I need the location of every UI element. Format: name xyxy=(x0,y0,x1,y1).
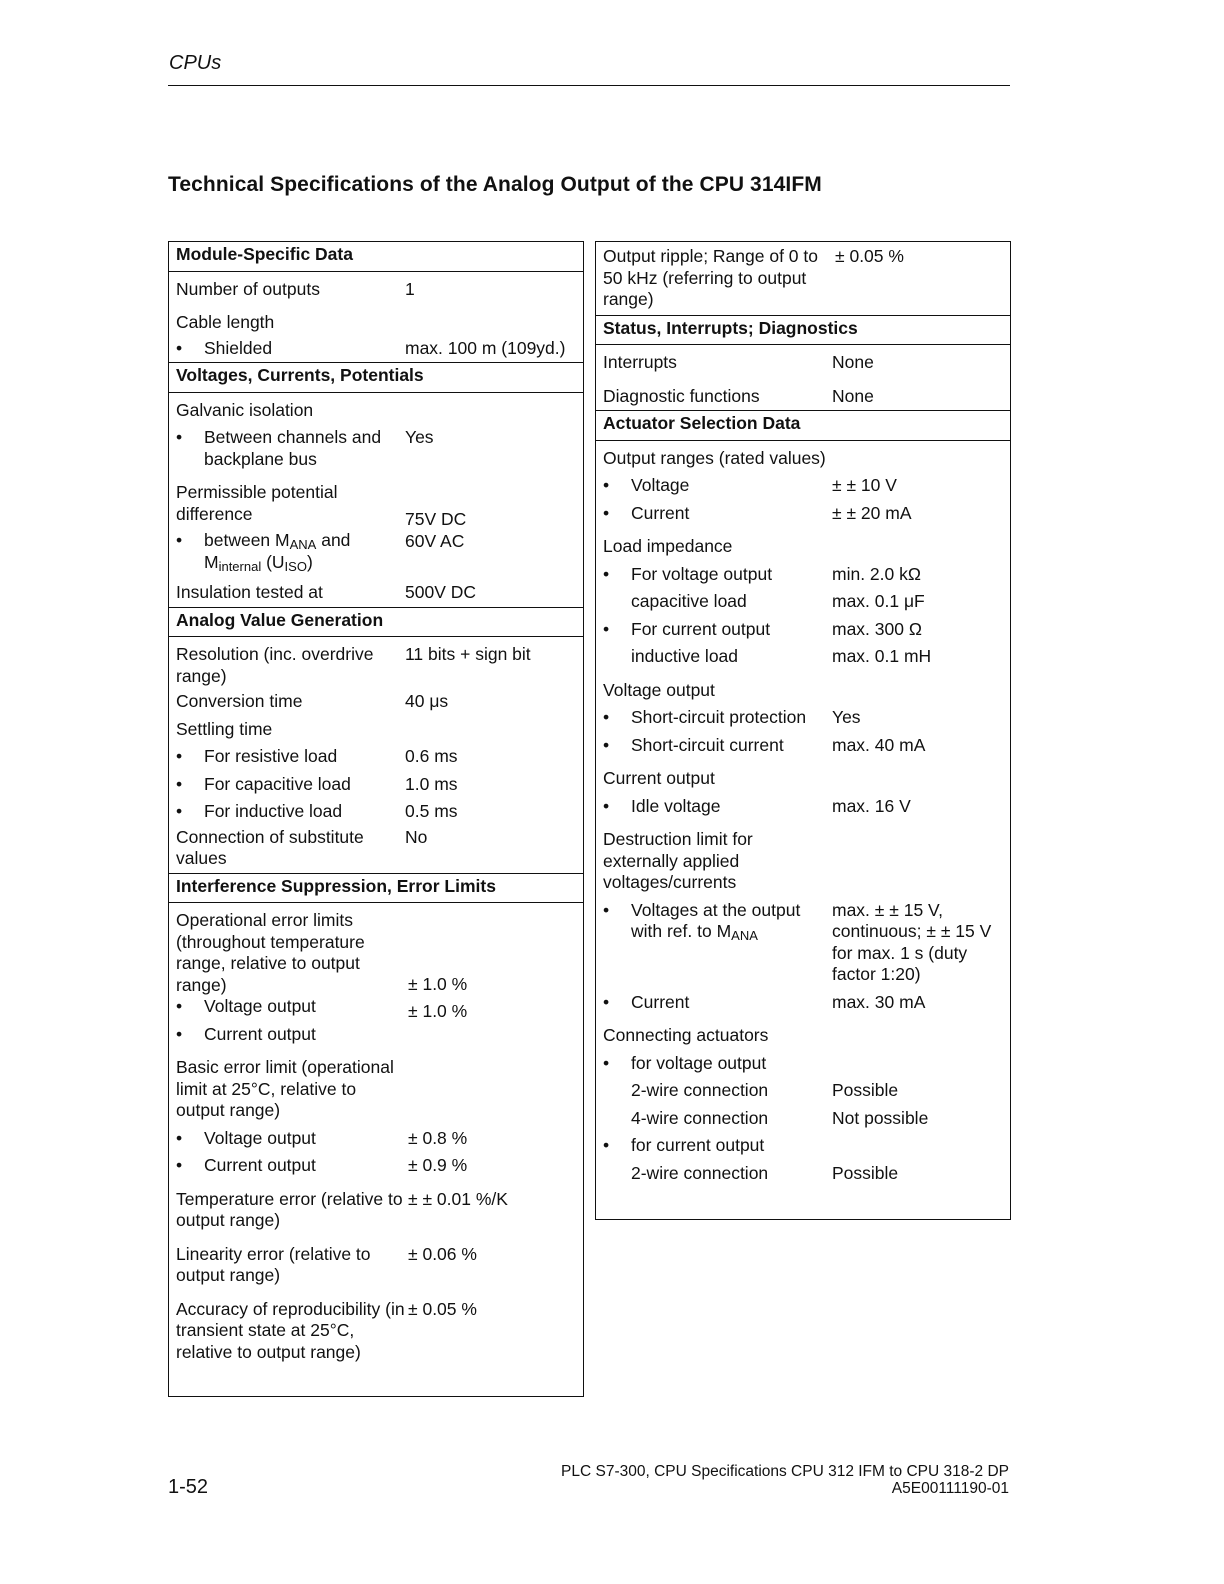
spec-row-inductive xyxy=(169,801,583,823)
spec-label: • Current output xyxy=(169,1024,405,1046)
spec-label: • Shielded xyxy=(169,338,405,360)
spec-label: • for voltage output xyxy=(596,1053,832,1075)
spec-row-temperature xyxy=(169,1189,583,1232)
spec-label: • Short-circuit current xyxy=(596,735,832,757)
spec-row-voltages-at-output xyxy=(596,900,1010,986)
spec-label: Conversion time xyxy=(176,691,303,711)
spec-row-shielded xyxy=(169,338,583,360)
spec-row-resolution xyxy=(169,644,583,687)
spec-label: Number of outputs xyxy=(176,278,320,299)
footer-doc-title: PLC S7-300, CPU Specifications CPU 312 IFM to CPU 318-2 DP xyxy=(561,1463,1009,1480)
spec-row-output-ranges xyxy=(596,448,1010,470)
spec-label: Connection of substitute values xyxy=(176,826,364,868)
spec-row-linearity xyxy=(169,1244,583,1287)
spec-value: 1 xyxy=(405,278,415,299)
spec-value: 11 bits + sign bit xyxy=(405,644,531,664)
spec-value: 500V DC xyxy=(405,582,477,602)
spec-row-resistive xyxy=(169,746,583,768)
spec-value: Yes xyxy=(832,707,861,727)
spec-value: ± 0.06 % xyxy=(408,1243,477,1264)
footer-doc-number: A5E00111190-01 xyxy=(891,1480,1009,1497)
spec-row-conversion xyxy=(169,691,583,713)
spec-value: None xyxy=(832,352,874,372)
spec-row-capacitive xyxy=(169,774,583,796)
spec-label: • Voltages at the output with ref. to $M_{ANA}$ xyxy=(596,900,832,943)
spec-label: • Voltage xyxy=(596,475,832,497)
spec-value: max. ± ± 15 V, continuous; ± ± 15 V for max. 1 s (duty factor 1:20) xyxy=(832,899,992,984)
spec-value: 40 μs xyxy=(405,691,449,711)
spec-row-range-current xyxy=(596,503,1010,525)
header-rule xyxy=(168,85,1010,86)
section-analog xyxy=(169,637,583,873)
spec-label: Voltage output xyxy=(603,679,715,700)
spec-row-four-wire-v xyxy=(596,1108,1010,1130)
spec-label: Cable length xyxy=(176,312,275,332)
section-status xyxy=(596,345,1010,410)
spec-label: Output ranges (rated values) xyxy=(603,447,826,468)
spec-row-inductive-load xyxy=(596,646,1010,668)
spec-label: • Current output xyxy=(169,1155,405,1177)
spec-label: 4-wire connection xyxy=(631,1107,769,1128)
spec-label: Operational error limits (throughout temperature range, relative to output range) xyxy=(176,910,365,995)
spec-value: ± 0.05 % xyxy=(835,246,904,266)
spec-value: max. 30 mA xyxy=(832,991,926,1012)
spec-row-basic xyxy=(169,1057,583,1122)
spec-value: ± ± 20 mA xyxy=(832,502,912,523)
spec-label: • Voltage output xyxy=(169,1128,405,1150)
section-heading-analog: Analog Value Generation xyxy=(169,607,583,638)
spec-value: max. 0.1 μF xyxy=(832,591,925,611)
section-heading-module: Module-Specific Data xyxy=(169,242,583,272)
spec-value: No xyxy=(405,826,428,847)
spec-label: Temperature error (relative to output range) xyxy=(176,1188,403,1230)
spec-label: • between $M_{ANA}$ and $M_{internal}$ $(U_{ISO})$ xyxy=(169,530,405,573)
spec-row-destruction xyxy=(596,829,1010,894)
spec-row-for-vout xyxy=(596,1053,1010,1075)
spec-value: max. 100 m (109yd.) xyxy=(405,337,566,358)
spec-value: ± 1.0 % xyxy=(408,974,468,994)
spec-label: Basic error limit (operational limit at 25°C, relative to output range) xyxy=(176,1057,394,1120)
section-heading-actuator: Actuator Selection Data xyxy=(596,410,1010,441)
spec-row-connecting xyxy=(596,1025,1010,1047)
spec-value: ± ± 10 V xyxy=(832,475,897,495)
spec-value: max. 40 mA xyxy=(832,734,926,755)
section-heading-interference: Interference Suppression, Error Limits xyxy=(169,873,583,904)
spec-value: max. 0.1 mH xyxy=(832,646,932,666)
spec-label: • For resistive load xyxy=(169,746,405,768)
spec-row-voltage-output xyxy=(596,680,1010,702)
spec-value: 75V DC 60V AC xyxy=(405,509,467,551)
spec-label: Output ripple; Range of 0 to 50 kHz (referring to output range) xyxy=(603,246,818,309)
header-section-label: CPUs xyxy=(169,52,222,74)
spec-row-dest-current xyxy=(596,992,1010,1014)
footer-page-number: 1-52 xyxy=(168,1476,209,1498)
section-ripple xyxy=(596,242,1010,315)
spec-label: Settling time xyxy=(176,718,273,739)
spec-value: 0.6 ms xyxy=(405,746,458,766)
spec-value: 0.5 ms xyxy=(405,801,458,821)
spec-label: Insulation tested at xyxy=(176,582,323,602)
spec-label: Accuracy of reproducibility (in transient state at 25°C, relative to output range) xyxy=(176,1298,405,1362)
spec-row-two-wire-v xyxy=(596,1080,1010,1102)
spec-row-capacitive-load xyxy=(596,591,1010,613)
section-heading-voltages: Voltages, Currents, Potentials xyxy=(169,362,583,393)
spec-row-between-channels xyxy=(169,427,583,470)
spec-value: Possible xyxy=(832,1080,899,1100)
spec-label: • Idle voltage xyxy=(596,796,832,818)
left-spec-table xyxy=(168,241,584,1397)
spec-label: • Short-circuit protection xyxy=(596,707,832,729)
spec-label: Destruction limit for externally applied voltages/currents xyxy=(603,829,753,892)
spec-value: Not possible xyxy=(832,1107,929,1128)
spec-label: capacitive load xyxy=(631,591,747,611)
spec-label: Linearity error (relative to output range) xyxy=(176,1243,371,1285)
spec-label: • Current xyxy=(596,992,832,1014)
spec-label: Galvanic isolation xyxy=(176,399,314,420)
spec-row-substitute xyxy=(169,827,583,870)
page-title: Technical Specifications of the Analog Output of the CPU 314IFM xyxy=(168,173,822,196)
spec-row-sc-protection xyxy=(596,707,1010,729)
spec-label: 2-wire connection xyxy=(631,1162,769,1183)
spec-row-range-voltage xyxy=(596,475,1010,497)
section-interference xyxy=(169,903,583,1366)
section-actuator xyxy=(596,441,1010,1188)
spec-value: max. 300 Ω xyxy=(832,618,922,639)
spec-row-current-output xyxy=(596,768,1010,790)
spec-row-basic-current xyxy=(169,1155,583,1177)
spec-label: • for current output xyxy=(596,1135,832,1157)
spec-row-settling xyxy=(169,719,583,741)
spec-label: • Between channels and backplane bus xyxy=(169,427,405,470)
spec-value: None xyxy=(832,385,874,406)
spec-label: Permissible potential difference xyxy=(176,482,338,524)
spec-label: 2-wire connection xyxy=(631,1080,769,1100)
spec-value: min. 2.0 kΩ xyxy=(832,563,921,584)
spec-label: Current output xyxy=(603,768,715,788)
spec-value: ± ± 0.01 %/K xyxy=(408,1188,508,1209)
spec-row-number-of-outputs xyxy=(169,279,583,301)
spec-label: • For capacitive load xyxy=(169,774,405,796)
spec-row-basic-voltage xyxy=(169,1128,583,1150)
spec-value: max. 16 V xyxy=(832,795,911,816)
spec-label: • For inductive load xyxy=(169,801,405,823)
spec-label: • Current xyxy=(596,503,832,525)
spec-label: Connecting actuators xyxy=(603,1025,769,1045)
spec-row-two-wire-c xyxy=(596,1163,1010,1185)
spec-row-for-voltage xyxy=(596,564,1010,586)
spec-row-galvanic xyxy=(169,400,583,422)
spec-row-sc-current xyxy=(596,735,1010,757)
spec-value: ± 0.9 % xyxy=(408,1155,468,1175)
spec-value: ± 0.8 % xyxy=(408,1127,468,1148)
section-voltages xyxy=(169,393,583,607)
section-module xyxy=(169,272,583,363)
spec-row-insulation xyxy=(169,582,583,604)
spec-label: Interrupts xyxy=(603,352,677,372)
spec-label: Resolution (inc. overdrive range) xyxy=(176,644,374,686)
spec-row-load xyxy=(596,536,1010,558)
footer-doc-info xyxy=(561,1463,1009,1497)
spec-row-for-cout xyxy=(596,1135,1010,1157)
spec-row-accuracy xyxy=(169,1299,583,1364)
section-heading-status: Status, Interrupts; Diagnostics xyxy=(596,315,1010,346)
spec-row-interrupts xyxy=(596,352,1010,374)
spec-label: • For voltage output xyxy=(596,564,832,586)
spec-label: Diagnostic functions xyxy=(603,385,760,406)
spec-row-cable-length xyxy=(169,312,583,334)
spec-row-ripple xyxy=(596,246,1010,311)
spec-label: Load impedance xyxy=(603,536,733,556)
spec-row-diagnostic xyxy=(596,386,1010,408)
spec-label: • Voltage output xyxy=(169,996,405,1018)
spec-value: 1.0 ms xyxy=(405,773,458,794)
spec-value: Possible xyxy=(832,1162,899,1183)
spec-value: ± 0.05 % xyxy=(408,1298,477,1319)
spec-value: Yes xyxy=(405,427,434,447)
spec-row-idle xyxy=(596,796,1010,818)
spec-value: ± 1.0 % xyxy=(408,1000,468,1021)
spec-label: • For current output xyxy=(596,619,832,641)
spec-row-for-current xyxy=(596,619,1010,641)
right-spec-table xyxy=(595,241,1011,1220)
spec-label: inductive load xyxy=(631,646,739,666)
